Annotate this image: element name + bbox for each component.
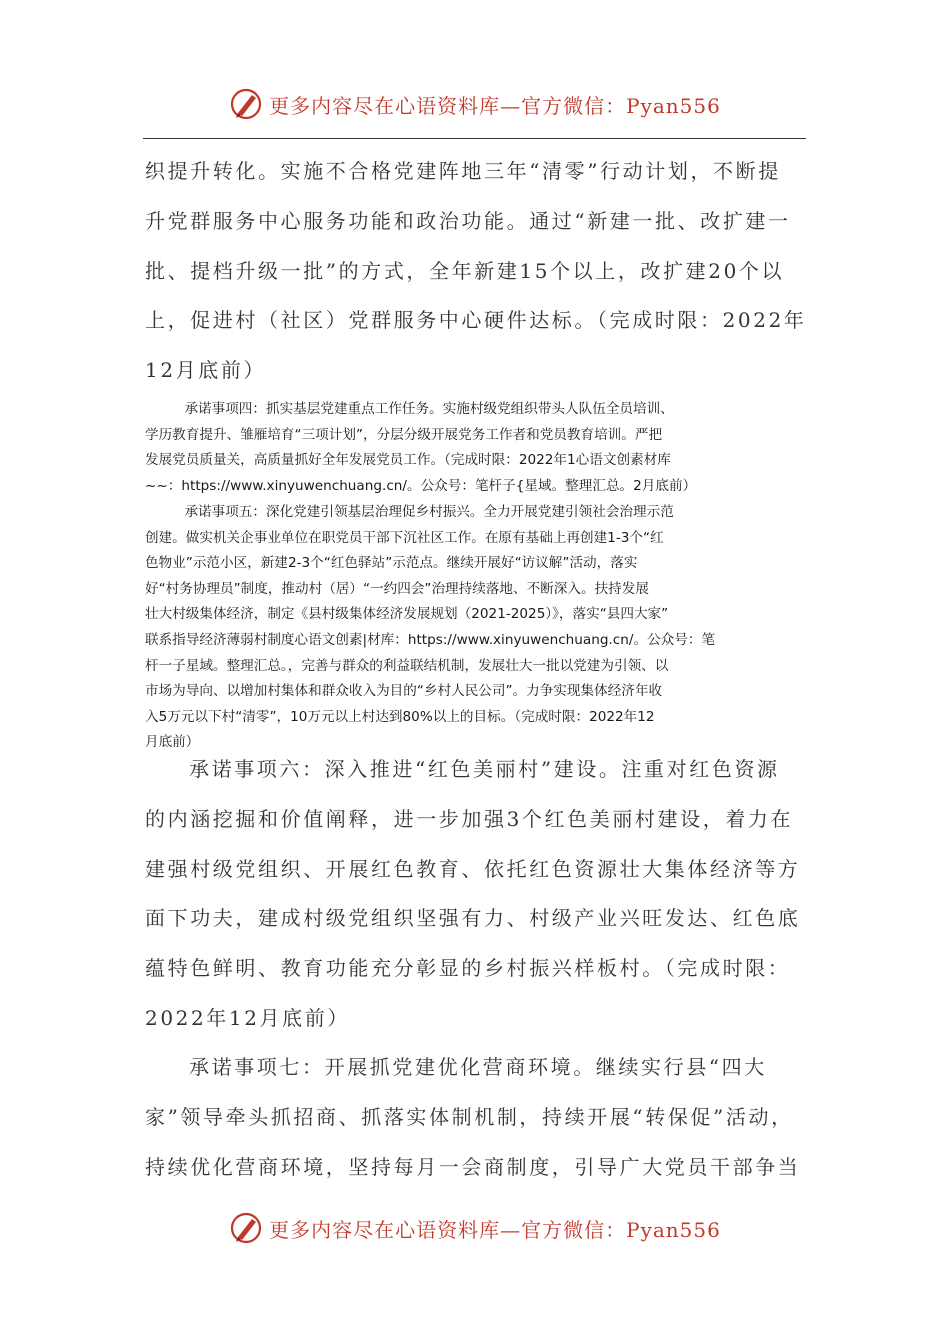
footer-banner-text: 更多内容尽在心语资料库—官方微信：Pyan556 xyxy=(269,1217,721,1242)
text-line: 织提升转化。实施不合格党建阵地三年“清零”行动计划，不断提 xyxy=(145,159,781,183)
text-line: 2022年12月底前） xyxy=(145,1005,350,1030)
text-line: 月底前） xyxy=(145,734,200,751)
text-line: 承诺事项六：深入推进“红色美丽村”建设。注重对红色资源 xyxy=(189,757,780,781)
text-line: 学历教育提升、雏雁培育“三项计划”，分层分级开展党务工作者和党员教育培训。严把 xyxy=(145,426,663,443)
commitment-item-5 xyxy=(145,500,809,756)
text-line: 12月底前） xyxy=(145,358,267,383)
text-line: 的内涵挖掘和价值阐释，进一步加强3个红色美丽村建设，着力在 xyxy=(145,806,794,831)
text-line: 创建。做实机关企事业单位在职党员干部下沉社区工作。在原有基础上再创建1-3个“红 xyxy=(145,529,664,546)
text-line: 批、提档升级一批”的方式，全年新建15个以上，改扩建20个以 xyxy=(145,258,785,283)
text-line: 承诺事项四：抓实基层党建重点工作任务。实施村级党组织带头人队伍全员培训、 xyxy=(184,401,674,417)
header-divider xyxy=(143,138,806,139)
text-line: 面下功夫，建成村级党组织坚强有力、村级产业兴旺发达、红色底 xyxy=(145,906,801,931)
text-line: 建强村级党组织、开展红色教育、依托红色资源壮大集体经济等方 xyxy=(145,856,801,881)
text-line: 承诺事项七：开展抓党建优化营商环境。继续实行县“四大 xyxy=(189,1055,767,1079)
text-line: ~~：https://www.xinyuwenchuang.cn/。公众号：笔杆子{星域。整理汇总。2月底前） xyxy=(145,477,697,494)
text-line: 市场为导向、以增加村集体和群众收入为目的“乡村人民公司”。力争实现集体经济年收 xyxy=(145,683,663,700)
text-line: 上，促进村（社区）党群服务中心硬件达标。（完成时限：2022年 xyxy=(145,308,807,333)
text-line: 持续优化营商环境，坚持每月一会商制度，引导广大党员干部争当 xyxy=(145,1154,801,1179)
text-line: 联系指导经济薄弱村制度心语文创素|材库：https://www.xinyuwenchuang.cn/。公众号：笔 xyxy=(145,631,716,648)
pen-logo-icon xyxy=(229,1211,263,1245)
header-banner-text: 更多内容尽在心语资料库—官方微信：Pyan556 xyxy=(269,93,721,118)
text-line: 升党群服务中心服务功能和政治功能。通过“新建一批、改扩建一 xyxy=(145,208,791,233)
commitment-item-4 xyxy=(145,397,809,499)
commitment-item-6 xyxy=(145,745,809,1044)
text-line: 色物业”示范小区，新建2-3个“红色驿站”示范点。继续开展好“访议解”活动，落实 xyxy=(145,555,638,572)
text-line: 家”领导牵头抓招商、抓落实体制机制，持续开展“转保促”活动， xyxy=(145,1104,794,1129)
text-line: 杆一子星域。整理汇总。，完善与群众的利益联结机制，发展壮大一批以党建为引领、以 xyxy=(145,657,669,674)
text-line: 承诺事项五：深化党建引领基层治理促乡村振兴。全力开展党建引领社会治理示范 xyxy=(184,504,674,520)
pen-logo-icon xyxy=(229,87,263,121)
text-line: 蕴特色鲜明、教育功能充分彰显的乡村振兴样板村。（完成时限： xyxy=(145,956,791,981)
header-banner xyxy=(0,84,950,124)
text-line: 发展党员质量关，高质量抓好全年发展党员工作。（完成时限：2022年1心语文创素材库 xyxy=(145,452,671,469)
text-line: 入5万元以下村“清零”，10万元以上村达到80%以上的目标。（完成时限：2022年12 xyxy=(145,708,655,725)
commitment-item-7 xyxy=(145,1043,809,1192)
paragraph-continuation xyxy=(145,147,809,396)
text-line: 壮大村级集体经济，制定《县村级集体经济发展规划（2021-2025）》，落实“县四大家” xyxy=(145,606,669,623)
footer-banner xyxy=(0,1208,950,1248)
text-line: 好“村务协理员”制度，推动村（居）“一约四会”治理持续落地、不断深入。扶持发展 xyxy=(145,580,649,597)
